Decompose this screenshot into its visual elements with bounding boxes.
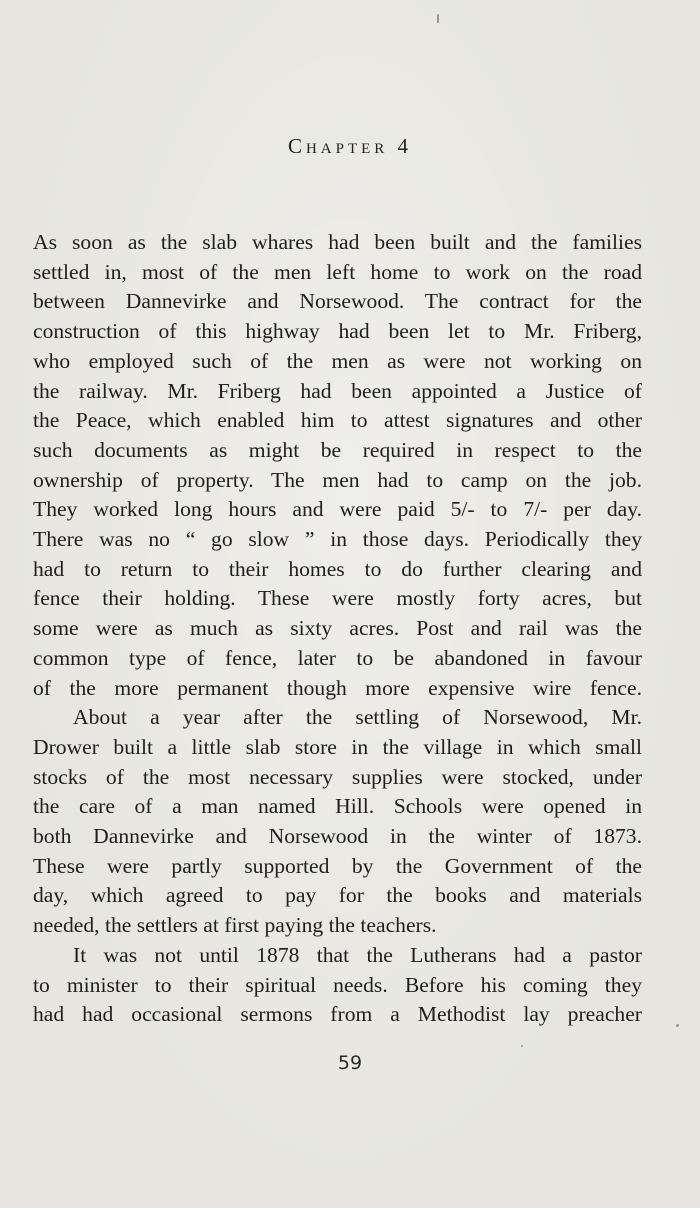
- text-line: common type of fence, later to be abandoned in favour: [33, 645, 642, 670]
- paragraph-2: [33, 703, 642, 941]
- text-line: These were partly supported by the Government of the: [33, 853, 642, 878]
- text-line: Drower built a little slab store in the village in which small: [33, 734, 642, 759]
- text-line: ownership of property. The men had to camp on the job.: [33, 467, 642, 492]
- text-line: About a year after the settling of Norsewood, Mr.: [73, 705, 642, 730]
- text-line: fence their holding. These were mostly forty acres, but: [33, 586, 642, 611]
- paper-speck: [676, 1024, 679, 1027]
- paper-speck: [437, 14, 439, 23]
- text-line: settled in, most of the men left home to work on the road: [33, 259, 642, 284]
- paragraph-1: [33, 228, 642, 703]
- text-line: who employed such of the men as were not working on: [33, 348, 642, 373]
- text-line: It was not until 1878 that the Lutherans had a pastor: [73, 942, 642, 967]
- text-line: the care of a man named Hill. Schools were opened in: [33, 794, 642, 819]
- text-line: stocks of the most necessary supplies were stocked, under: [33, 764, 642, 789]
- text-line: They worked long hours and were paid 5/- to 7/- per day.: [33, 497, 642, 522]
- text-line: had to return to their homes to do further clearing and: [33, 556, 642, 581]
- text-line: day, which agreed to pay for the books and materials: [33, 883, 642, 908]
- text-line: some were as much as sixty acres. Post and rail was the: [33, 616, 642, 641]
- text-line: There was no “ go slow ” in those days. Periodically they: [33, 527, 642, 552]
- text-line: the railway. Mr. Friberg had been appointed a Justice of: [33, 378, 642, 403]
- text-line: construction of this highway had been let to Mr. Friberg,: [33, 319, 642, 344]
- text-line: As soon as the slab whares had been built and the families: [33, 230, 642, 254]
- text-line: had had occasional sermons from a Methodist lay preacher: [33, 1002, 642, 1027]
- paper-speck: [521, 1045, 523, 1047]
- text-line: such documents as might be required in respect to the: [33, 437, 642, 462]
- chapter-heading: Chapter 4: [287, 134, 413, 158]
- text-line: both Dannevirke and Norsewood in the winter of 1873.: [33, 824, 642, 849]
- text-line: of the more permanent though more expensive wire fence.: [33, 675, 642, 700]
- text-line: the Peace, which enabled him to attest signatures and other: [33, 408, 642, 433]
- text-line: needed, the settlers at first paying the teachers.: [33, 913, 437, 938]
- body-text: [33, 228, 642, 1030]
- paragraph-3: [33, 941, 642, 1030]
- text-line: to minister to their spiritual needs. Before his coming they: [33, 972, 642, 997]
- text-line: between Dannevirke and Norsewood. The contract for the: [33, 289, 642, 314]
- page-number: 59: [337, 1052, 363, 1074]
